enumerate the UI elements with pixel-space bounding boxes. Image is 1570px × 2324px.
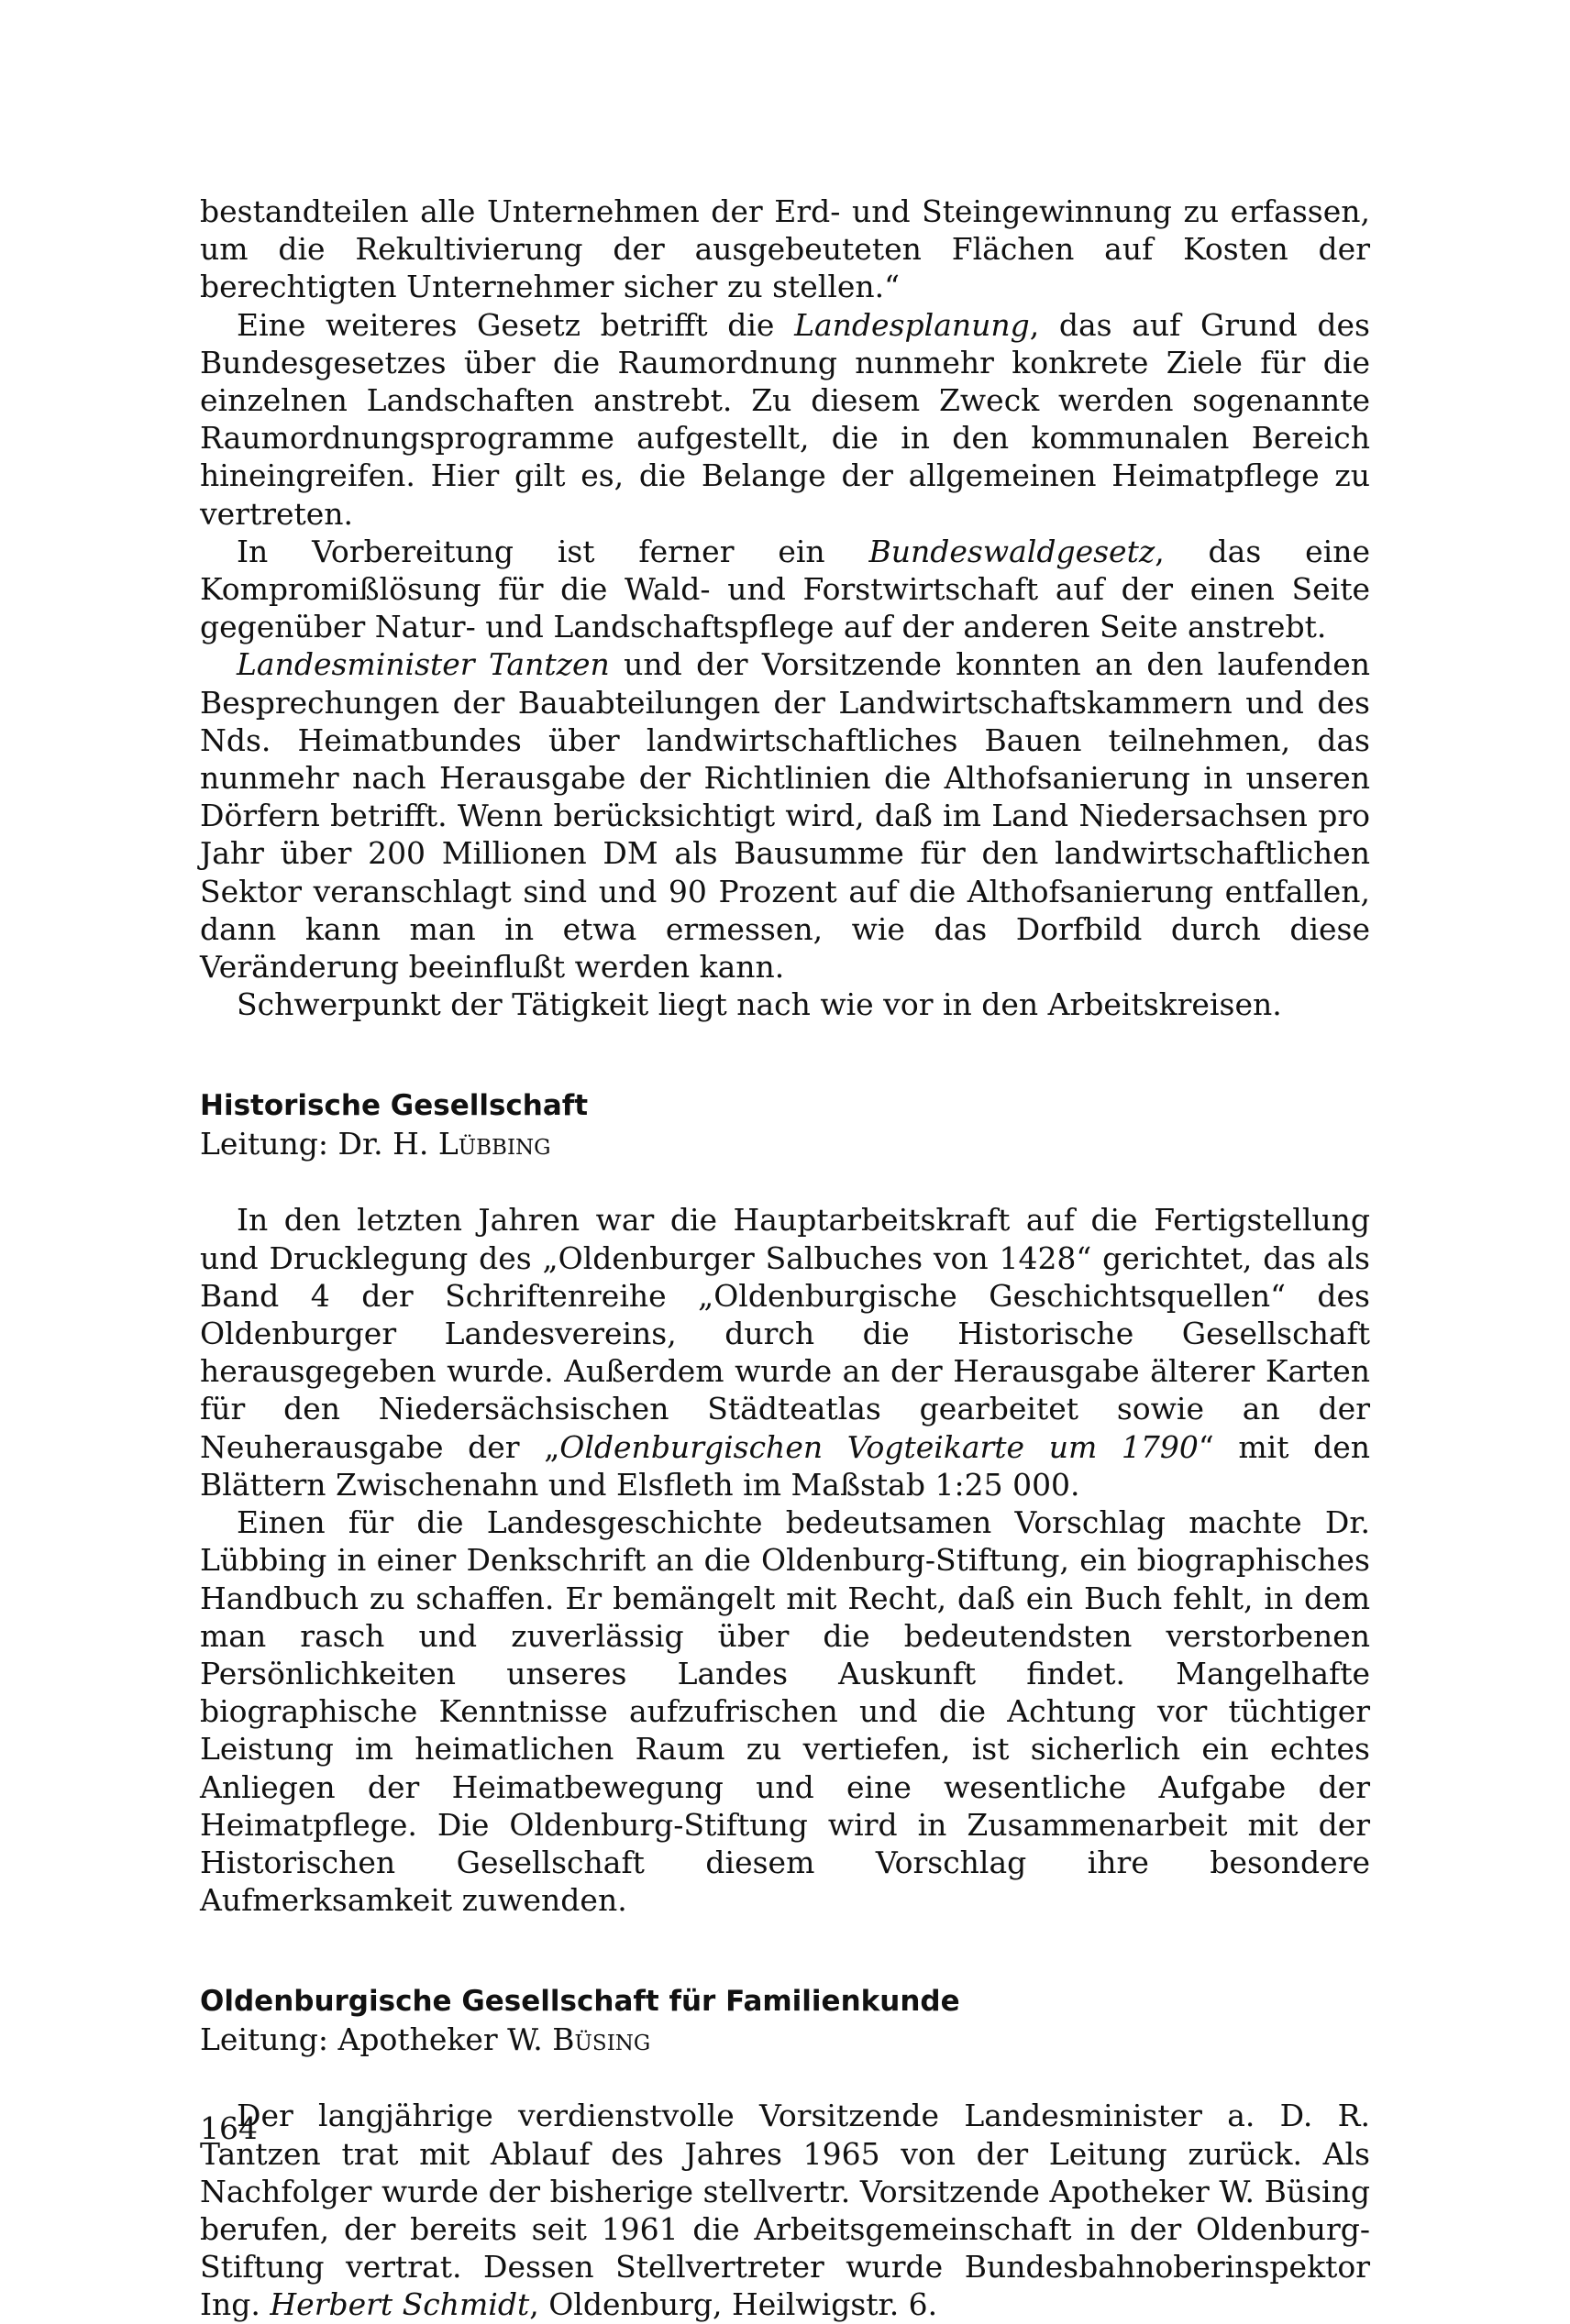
paragraph-schwerpunkt — [200, 986, 1370, 1023]
text-bundeswald-b: , das eine Kompromißlösung für die Wald- und Forstwirtschaft auf der einen Seite gegenüber Natur- und Landschaftspflege auf der anderen Seite anstrebt. — [200, 533, 1370, 645]
paragraph-landesplanung — [200, 306, 1370, 533]
text-intro-1: bestandteilen alle Unternehmen der Erd- und Steingewinnung zu erfassen, um die Rekultivierung der ausgebeuteten Flächen auf Kosten der berechtigten Unternehmer sicher zu stellen.“ — [200, 193, 1370, 305]
heading-historische-gesellschaft: Historische Gesellschaft — [200, 1089, 589, 1123]
text-familienkunde-1a: Der langjährige verdienstvolle Vorsitzende Landesminister a. D. R. Tantzen trat mit Ablauf des Jahres 1965 von der Leitung zurück. Als Nachfolger wurde der bisherige stellvertr. Vorsitzende Apotheker W. Büsing berufen, der bereits seit 1961 die Arbeitsgemeinschaft in der Oldenburg-Stiftung vertrat. Dessen Stellvertreter wurde Bundesbahnoberinspektor Ing. — [200, 2098, 1370, 2323]
text-bundeswald-a: In Vorbereitung ist ferner ein — [237, 533, 869, 569]
text-landesplanung-a: Eine weiteres Gesetz betrifft die — [237, 306, 795, 343]
lead-name-familienkunde: Büsing — [552, 2021, 651, 2058]
text-historische-1b: “ mit den Blättern Zwischenahn und Elsfleth im Maßstab 1:25 000. — [200, 1428, 1370, 1503]
paragraph-familienkunde-1 — [200, 2097, 1370, 2323]
text-schwerpunkt: Schwerpunkt der Tätigkeit liegt nach wie vor in den Arbeitskreisen. — [237, 986, 1282, 1023]
text-historische-2: Einen für die Landesgeschichte bedeutsamen Vorschlag machte Dr. Lübbing in einer Denkschrift an die Oldenburg-Stiftung, ein biographisches Handbuch zu schaffen. Er bemängelt mit Recht, daß ein Buch fehlt, in dem man rasch und zuverlässig über die bedeutendsten verstorbenen Persönlichkeiten unseres Landes Auskunft findet. Mangelhafte biographische Kenntnisse aufzufrischen und die Achtung vor tüchtiger Leistung im heimatlichen Raum zu vertiefen, ist sicherlich ein echtes Anliegen der Heimatbewegung und eine wesentliche Aufgabe der Heimatpflege. Die Oldenburg-Stiftung wird in Zusammenarbeit mit der Historischen Gesellschaft diesem Vorschlag ihre besondere Aufmerksamkeit zuwenden. — [200, 1504, 1370, 1919]
section-historische-gesellschaft — [200, 1087, 1370, 1919]
text-historische-1a: In den letzten Jahren war die Hauptarbeitskraft auf die Fertigstellung und Drucklegung des „Oldenburger Salbuches von 1428“ gerichtet, das als Band 4 der Schriftenreihe „Oldenburgische Geschichtsquellen“ des Oldenburger Landesvereins, durch die Historische Gesellschaft herausgegeben wurde. Außerdem wurde an der Herausgabe älterer Karten für den Niedersächsischen Städteatlas gearbeitet sowie an der Neuherausgabe der „ — [200, 1202, 1370, 1465]
paragraph-tantzen — [200, 645, 1370, 986]
text-familienkunde-1b: , Oldenburg, Heilwigstr. 6. — [529, 2286, 938, 2323]
lead-label-historische: Leitung: Dr. H. — [200, 1126, 438, 1162]
paragraph-intro-1 — [200, 193, 1370, 306]
lead-familienkunde — [200, 2021, 1370, 2058]
emphasis-vogteikarte: Oldenburgischen Vogteikarte um 1790 — [559, 1428, 1199, 1465]
paragraph-historische-2 — [200, 1503, 1370, 1919]
page-number: 164 — [200, 2110, 258, 2146]
page-body — [200, 193, 1370, 2324]
emphasis-tantzen: Landesminister Tantzen — [237, 646, 610, 683]
paragraph-bundeswaldgesetz — [200, 533, 1370, 646]
text-landesplanung-b: , das auf Grund des Bundesgesetzes über die Raumordnung nunmehr konkrete Ziele für die einzelnen Landschaften anstrebt. Zu diesem Zweck werden sogenannte Raumordnungsprogramme aufgestellt, die in den kommunalen Bereich hineingreifen. Hier gilt es, die Belange der allgemeinen Heimatpflege zu vertreten. — [200, 306, 1370, 532]
lead-name-historische: Lübbing — [437, 1126, 551, 1162]
emphasis-herbert-schmidt: Herbert Schmidt — [270, 2286, 530, 2323]
paragraph-historische-1 — [200, 1201, 1370, 1503]
emphasis-landesplanung: Landesplanung — [794, 306, 1030, 343]
section-familienkunde — [200, 1983, 1370, 2323]
lead-historische — [200, 1125, 1370, 1162]
heading-familienkunde: Oldenburgische Gesellschaft für Familienkunde — [200, 1985, 960, 2019]
emphasis-bundeswaldgesetz: Bundeswaldgesetz — [868, 533, 1155, 569]
lead-label-familienkunde: Leitung: Apotheker W. — [200, 2021, 553, 2058]
text-tantzen-b: und der Vorsitzende konnten an den laufenden Besprechungen der Bauabteilungen der Landwirtschaftskammern und des Nds. Heimatbundes über landwirtschaftliches Bauen teilnehmen, das nunmehr nach Herausgabe der Richtlinien die Althofsanierung in unseren Dörfern betrifft. Wenn berücksichtigt wird, daß im Land Niedersachsen pro Jahr über 200 Millionen DM als Bausumme für den landwirtschaftlichen Sektor veranschlagt sind und 90 Prozent auf die Althofsanierung entfallen, dann kann man in etwa ermessen, wie das Dorfbild durch diese Veränderung beeinflußt werden kann. — [200, 646, 1370, 986]
